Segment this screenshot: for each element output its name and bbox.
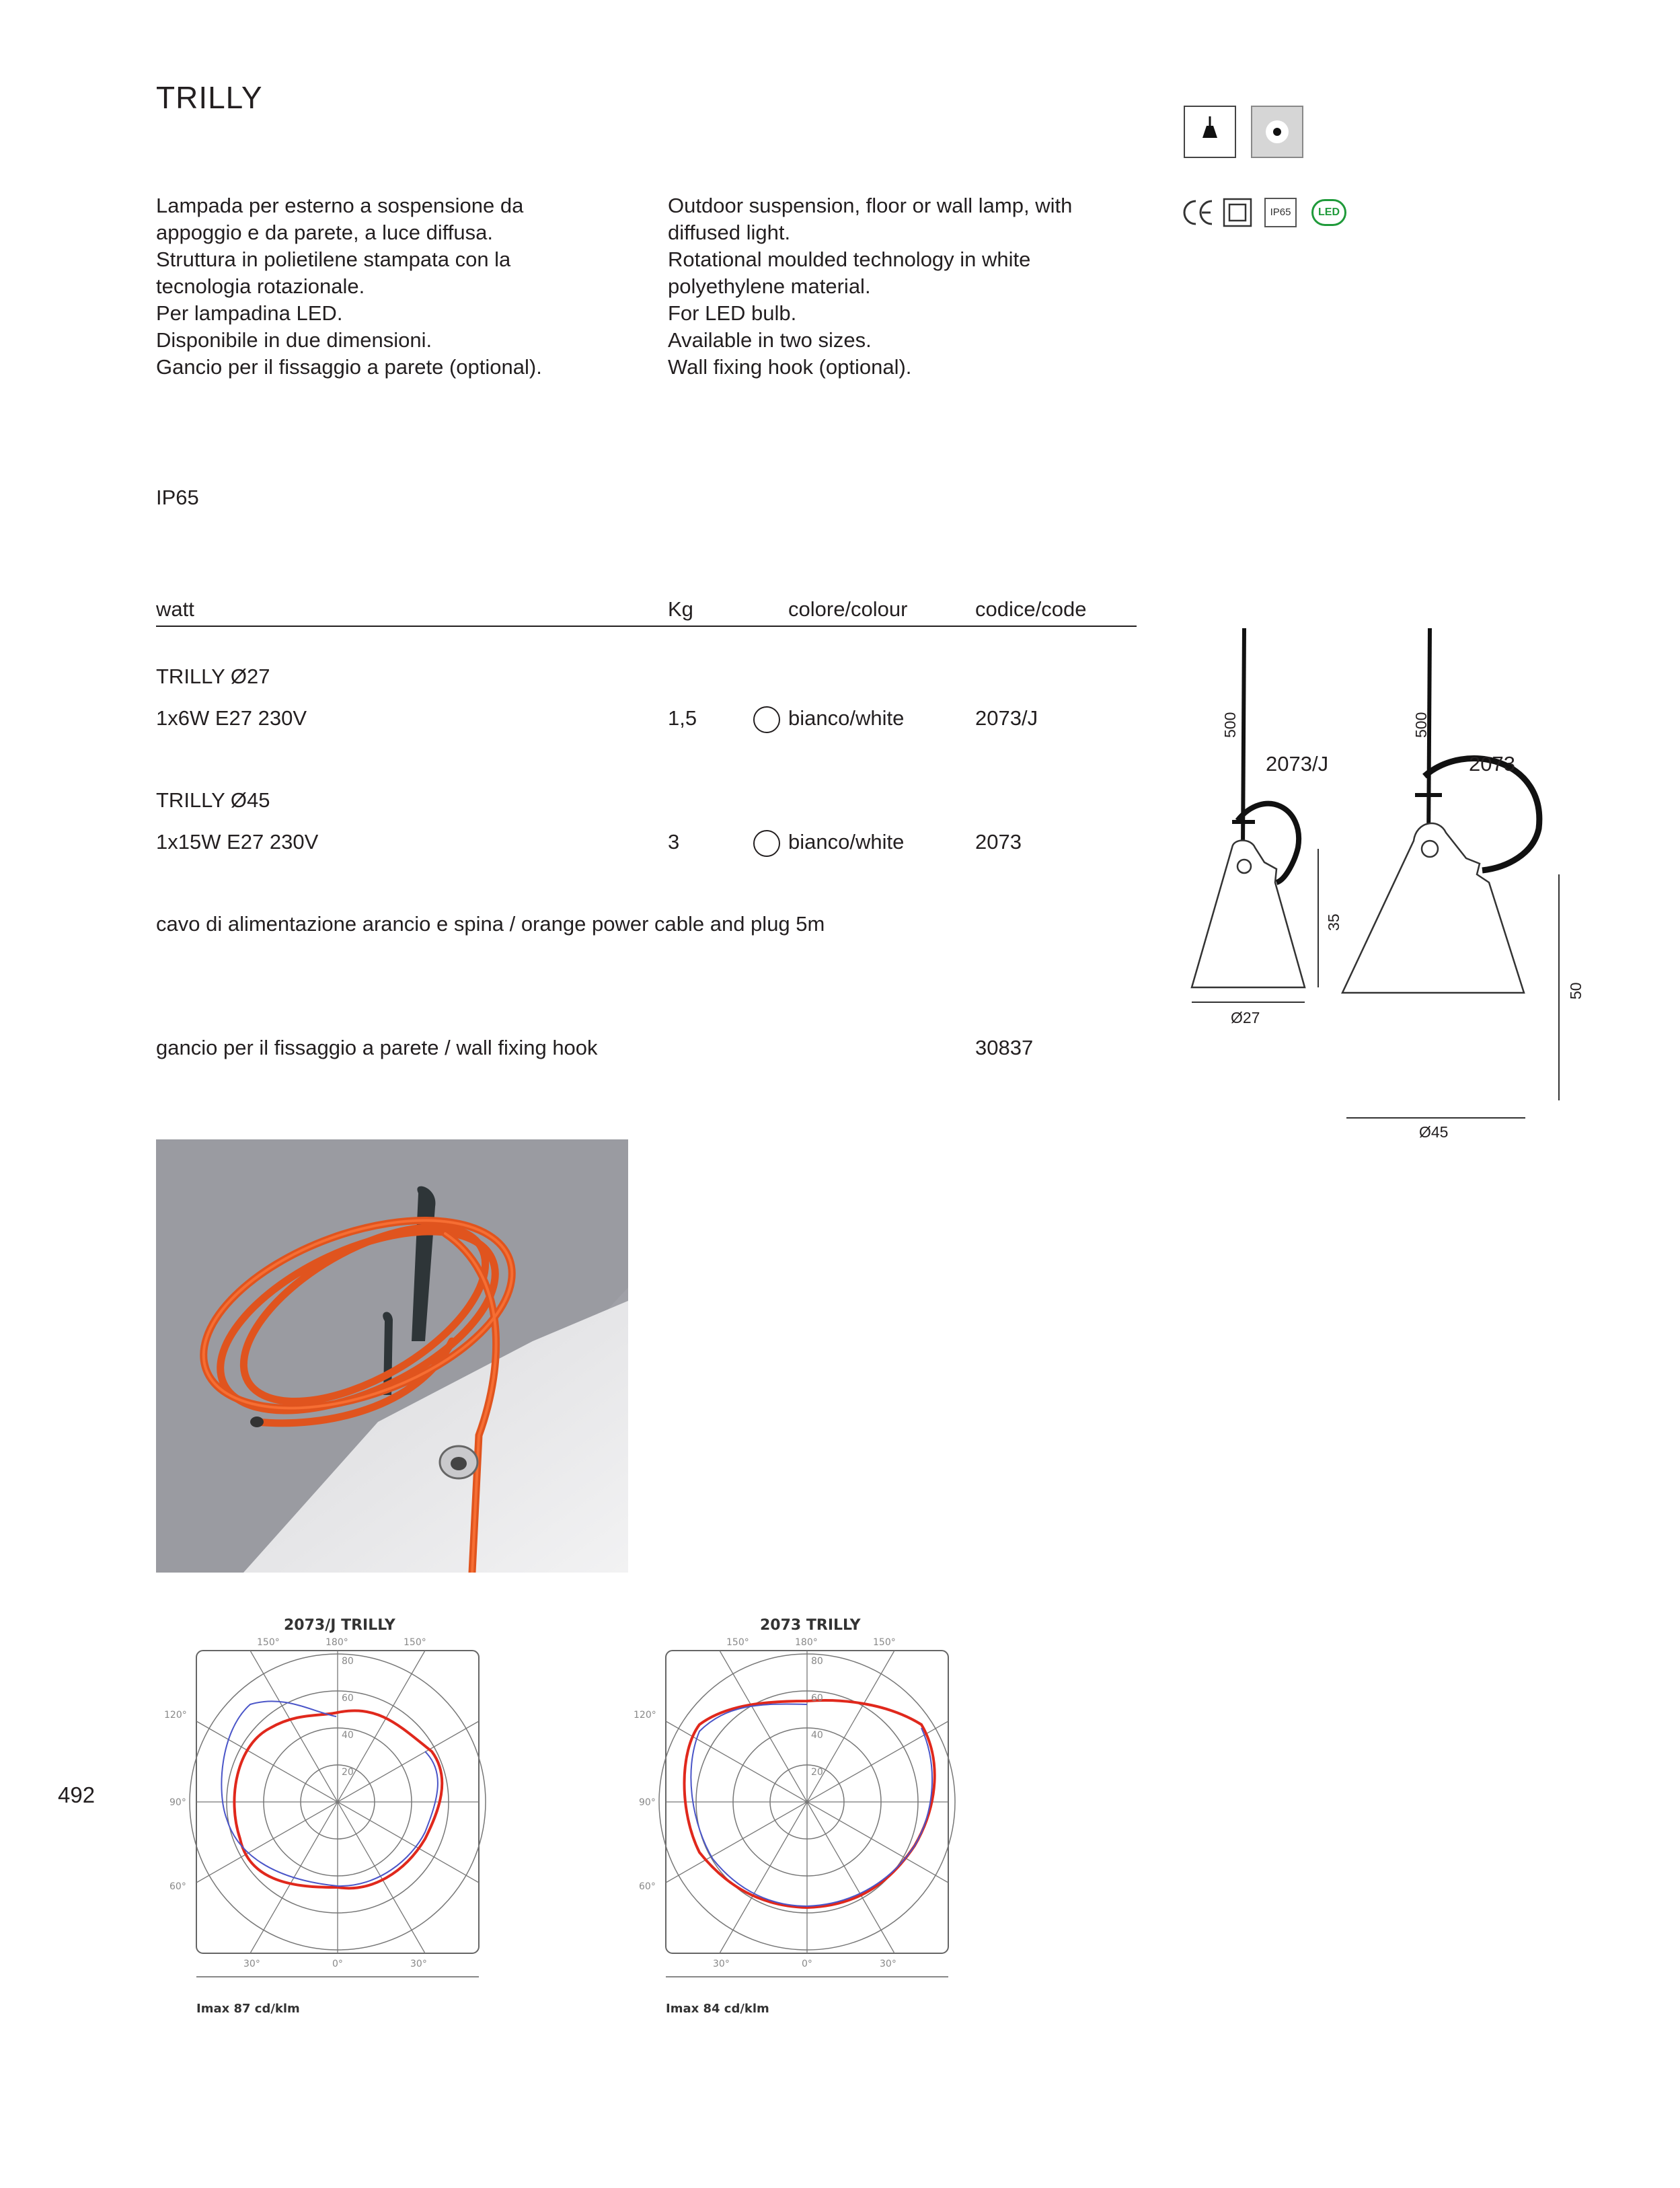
watt-value: 1x6W E27 230V xyxy=(156,706,307,730)
polar-label: 150° xyxy=(257,1637,280,1648)
class-ii-icon xyxy=(1223,198,1252,227)
large-lamp-code: 2073 xyxy=(1469,752,1515,776)
polar-label: 180° xyxy=(326,1637,348,1648)
hook-photo xyxy=(156,1139,628,1573)
polar-imax: Imax 87 cd/klm xyxy=(196,2002,300,2016)
description-line: polyethylene material. xyxy=(668,274,871,298)
polar-ring-label: 40 xyxy=(342,1730,354,1741)
polar-imax: Imax 84 cd/klm xyxy=(666,2002,769,2016)
description-english xyxy=(668,192,1072,381)
group-title: TRILLY Ø27 xyxy=(156,665,270,688)
polar-label: 30° xyxy=(713,1959,730,1969)
small-lamp-code: 2073/J xyxy=(1266,752,1329,776)
description-line: diffused light. xyxy=(668,221,791,244)
polar-label: 0° xyxy=(332,1959,343,1969)
ce-mark-icon xyxy=(1182,197,1216,228)
accessory-label: gancio per il fissaggio a parete / wall fixing hook xyxy=(156,1036,598,1059)
polar-label: 30° xyxy=(243,1959,260,1969)
column-header-watt: watt xyxy=(156,597,194,621)
polar-ring-label: 20 xyxy=(811,1767,823,1778)
pendant-lamp-icon xyxy=(1184,106,1236,158)
large-cable-length: 500 xyxy=(1412,712,1430,738)
led-badge-label: LED xyxy=(1318,206,1340,218)
polar-ring-label: 40 xyxy=(811,1730,823,1741)
description-line: Outdoor suspension, floor or wall lamp, with xyxy=(668,194,1073,217)
diffused-light-icon xyxy=(1251,106,1303,158)
description-line: Rotational moulded technology in white xyxy=(668,248,1031,271)
polar-ring-label: 60 xyxy=(342,1693,354,1704)
polar-label: 150° xyxy=(404,1637,426,1648)
polar-ring-label: 80 xyxy=(342,1656,354,1667)
polar-label: 90° xyxy=(169,1797,186,1808)
description-line: Gancio per il fissaggio a parete (optional). xyxy=(156,355,542,379)
code-value: 2073/J xyxy=(975,706,1038,730)
watt-value: 1x15W E27 230V xyxy=(156,830,319,854)
description-line: Per lampadina LED. xyxy=(156,301,343,325)
code-value: 2073 xyxy=(975,830,1022,854)
polar-diagram-2073 xyxy=(625,1610,989,2041)
description-line: appoggio e da parete, a luce diffusa. xyxy=(156,221,493,244)
description-line: tecnologia rotazionale. xyxy=(156,274,365,298)
polar-label: 150° xyxy=(726,1637,749,1648)
column-header-kg: Kg xyxy=(668,597,693,621)
polar-grid xyxy=(625,1637,989,1987)
polar-label: 30° xyxy=(410,1959,427,1969)
description-italian xyxy=(156,192,542,381)
kg-value: 3 xyxy=(668,830,680,854)
small-lamp-diameter: Ø27 xyxy=(1231,1009,1260,1026)
small-cable-length: 500 xyxy=(1221,712,1239,738)
accessory-code: 30837 xyxy=(975,1036,1034,1059)
large-lamp-height: 50 xyxy=(1567,982,1584,999)
polar-label: 0° xyxy=(802,1959,812,1969)
polar-label: 30° xyxy=(880,1959,896,1969)
ip65-badge-label: IP65 xyxy=(1270,206,1291,218)
ip-rating: IP65 xyxy=(156,486,199,509)
polar-label: 120° xyxy=(634,1710,656,1721)
ip65-badge xyxy=(1264,198,1297,227)
column-header-colour: colore/colour xyxy=(788,597,908,621)
polar-label: 180° xyxy=(795,1637,818,1648)
white-colour-swatch xyxy=(753,830,780,857)
colour-value: bianco/white xyxy=(788,830,905,854)
polar-label: 120° xyxy=(164,1710,187,1721)
description-line: Available in two sizes. xyxy=(668,328,872,352)
polar-label: 60° xyxy=(169,1881,186,1892)
small-lamp-outline xyxy=(1192,628,1305,987)
white-colour-swatch xyxy=(753,706,780,733)
polar-label: 90° xyxy=(639,1797,656,1808)
polar-ring-label: 60 xyxy=(811,1693,823,1704)
description-line: For LED bulb. xyxy=(668,301,797,325)
small-lamp-height: 35 xyxy=(1325,913,1342,931)
polar-label: 60° xyxy=(639,1881,656,1892)
group-title: TRILLY Ø45 xyxy=(156,788,270,812)
polar-label: 150° xyxy=(873,1637,896,1648)
description-line: Lampada per esterno a sospensione da xyxy=(156,194,524,217)
column-header-code: codice/code xyxy=(975,597,1087,621)
product-title: TRILLY xyxy=(156,80,263,115)
description-line: Disponibile in due dimensioni. xyxy=(156,328,432,352)
description-line: Struttura in polietilene stampata con la xyxy=(156,248,511,271)
cable-note: cavo di alimentazione arancio e spina / orange power cable and plug 5m xyxy=(156,912,825,936)
technical-drawing xyxy=(1170,619,1587,1157)
colour-value: bianco/white xyxy=(788,706,905,730)
large-lamp-outline xyxy=(1342,628,1539,993)
kg-value: 1,5 xyxy=(668,706,697,730)
led-badge xyxy=(1311,199,1346,226)
polar-diagram-2073J xyxy=(156,1610,519,2041)
page-number: 492 xyxy=(58,1782,96,1807)
table-header-divider xyxy=(156,626,1137,627)
large-lamp-diameter: Ø45 xyxy=(1419,1123,1449,1141)
polar-title: 2073/J TRILLY xyxy=(284,1617,395,1634)
polar-ring-label: 20 xyxy=(342,1767,354,1778)
description-line: Wall fixing hook (optional). xyxy=(668,355,912,379)
polar-ring-label: 80 xyxy=(811,1656,823,1667)
polar-title: 2073 TRILLY xyxy=(760,1617,861,1634)
polar-grid xyxy=(156,1637,519,1987)
